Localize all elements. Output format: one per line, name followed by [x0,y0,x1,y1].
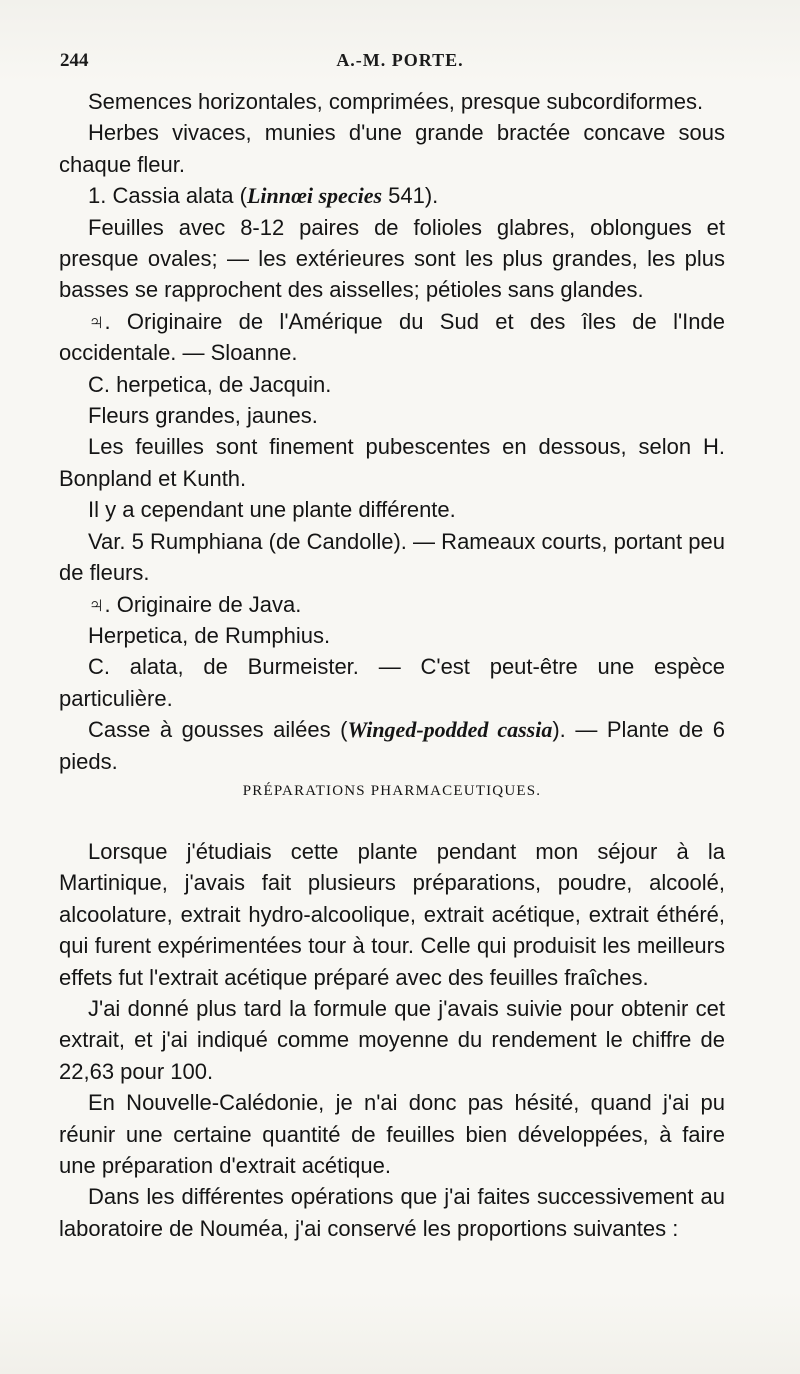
linnaei-species: Linnœi species [246,183,383,209]
paragraph-herpetica-rumphius: Herpetica, de Rumphius. [88,622,331,648]
cassia-alata-lead: 1. Cassia alata ( [88,183,247,209]
paragraph-winged-cassia [59,714,725,777]
paragraph-noumea: Dans les différentes opérations que j'ai faites successivement au laboratoire de Nouméa, j'ai conservé les proportions suivantes : [59,1184,725,1241]
paragraph-var-rumphiana: Var. 5 Rumphiana (de Candolle). — Rameaux courts, portant peu de fleurs. [59,528,725,586]
page-body [59,86,725,1244]
paragraph-flowers: Fleurs grandes, jaunes. [88,403,318,429]
page-number: 244 [60,50,89,71]
paragraph-pubescent: Les feuilles sont finement pubescentes en dessous, selon H. Bonpland et Kunth. [59,434,725,491]
running-head: A.-M. PORTE. [336,50,464,70]
paragraph-martinique: Lorsque j'étudiais cette plante pendant mon séjour à la Martinique, j'avais fait plusieurs préparations, poudre, alcoolé, alcoolature, extrait hydro-alcoolique, extrait acétique, extrait éthéré, qui furent expérimentées tour à tour. Celle qui produisit les meilleurs effets fut l'extrait acétique préparé avec des feuilles fraîches. [59,838,725,990]
winged-tail: ). — Plante de 6 pieds. [59,717,725,774]
linnaei-tail: 541). [382,183,439,209]
winged-podded-cassia: Winged-podded cassia [347,717,553,743]
paragraph-different-plant: Il y a cependant une plante différente. [88,497,456,523]
paragraph-cassia-alata [59,180,725,211]
paragraph-formula: J'ai donné plus tard la formule que j'avais suivie pour obtenir cet extrait, et j'ai indiqué comme moyenne du rendement le chiffre de 22,63 pour 100. [59,995,725,1084]
paragraph-herpetica-jacquin: C. herpetica, de Jacquin. [88,371,332,397]
winged-lead: Casse à gousses ailées ( [88,717,348,743]
page-header [60,50,740,80]
paragraph-herbs: Herbes vivaces, munies d'une grande bractée concave sous chaque fleur. [59,120,725,177]
paragraph-leaves: Feuilles avec 8-12 paires de folioles glabres, oblongues et presque ovales; — les extérieures sont les plus grandes, les plus basses se rapprochent des aisselles; pétioles sans glandes. [59,214,725,303]
paragraph-origin-java: ♃. Originaire de Java. [88,591,302,617]
section-title: PRÉPARATIONS PHARMACEUTIQUES. [242,782,542,799]
paragraph-origin-america: ♃. Originaire de l'Amérique du Sud et des îles de l'Inde occidentale. — Sloanne. [59,308,725,366]
paragraph-new-caledonia: En Nouvelle-Calédonie, je n'ai donc pas hésité, quand j'ai pu réunir une certaine quantité de feuilles bien développées, à faire une préparation d'extrait acétique. [59,1090,725,1178]
paragraph-burmeister: C. alata, de Burmeister. — C'est peut-être une espèce particulière. [59,654,725,711]
paragraph-seeds: Semences horizontales, comprimées, presque subcordiformes. [88,89,704,114]
